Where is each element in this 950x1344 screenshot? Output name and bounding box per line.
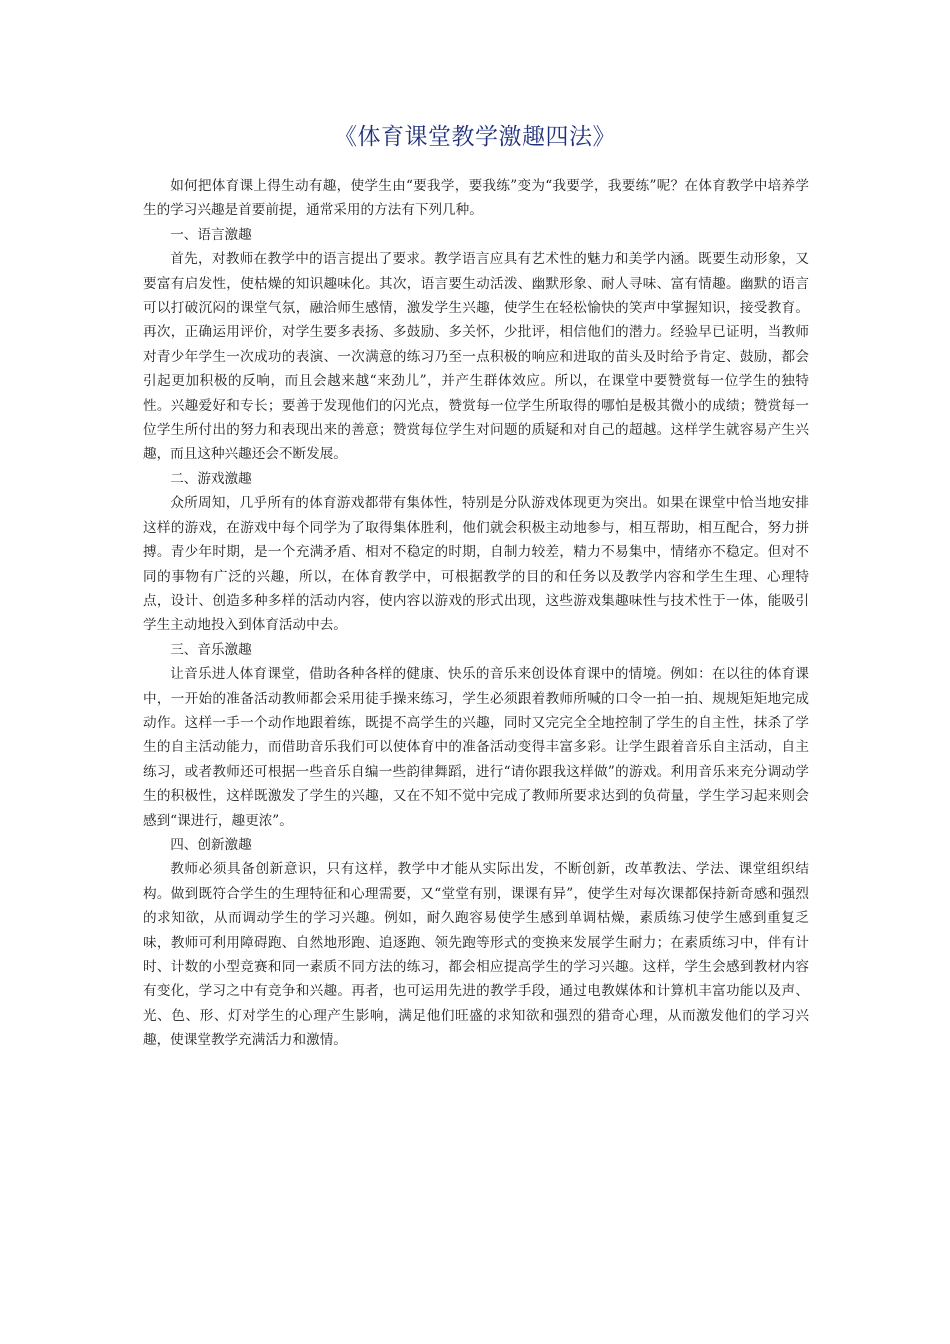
section-body-innovation: 教师必须具备创新意识，只有这样，教学中才能从实际出发，不断创新，改革教法、学法、课堂组织结构。做到既符合学生的生理特征和心理需要，又“堂堂有别，课课有异”，使学生对每次课都保持新奇感和强烈的求知欲，从而调动学生的学习兴趣。例如，耐久跑容易使学生感到单调枯燥，素质练习使学生感到重复乏味，教师可利用障碍跑、自然地形跑、追逐跑、领先跑等形式的变换来发展学生耐力；在素质练习中，伴有计时、计数的小型竞赛和同一素质不同方法的练习，都会相应提高学生的学习兴趣。这样，学生会感到教材内容有变化，学习之中有竞争和兴趣。再者，也可运用先进的教学手段，通过电教媒体和计算机丰富功能以及声、光、色、形、灯对学生的心理产生影响，满足他们旺盛的求知欲和强烈的猎奇心理，从而激发他们的学习兴趣，使课堂教学充满活力和激情。 bbox=[143, 861, 809, 1049]
section-heading-game: 二、游戏激趣 bbox=[170, 470, 252, 487]
section-body-language: 首先，对教师在教学中的语言提出了要求。教学语言应具有艺术性的魅力和美学内涵。既要生动形象，又要富有启发性，使枯燥的知识趣味化。其次，语言要生动活泼、幽默形象、耐人寻味、富有情趣。幽默的语言可以打破沉闷的课堂气氛，融洽师生感情，激发学生兴趣，使学生在轻松愉快的笑声中掌握知识，接受教育。再次，正确运用评价，对学生要多表扬、多鼓励、多关怀，少批评，相信他们的潜力。经验早已证明，当教师对青少年学生一次成功的表演、一次满意的练习乃至一点积极的响应和进取的苗头及时给予肯定、鼓励，都会引起更加积极的反响，而且会越来越“来劲儿”，并产生群体效应。所以，在课堂中要赞赏每一位学生的独特性。兴趣爱好和专长；要善于发现他们的闪光点，赞赏每一位学生所取得的哪怕是极其微小的成绩；赞赏每一位学生所付出的努力和表现出来的善意；赞赏每位学生对问题的质疑和对自己的超越。这样学生就容易产生兴趣，而且这种兴趣还会不断发展。 bbox=[143, 251, 809, 463]
section-body-music: 让音乐进人体育课堂，借助各种各样的健康、快乐的音乐来创设体育课中的情境。例如：在以往的体育课中，一开始的准备活动教师都会采用徒手操来练习，学生必须跟着教师所喊的口令一拍一拍、规规矩矩地完成动作。这样一手一个动作地跟着练，既提不高学生的兴趣，同时又完完全全地控制了学生的自主性，抹杀了学生的自主活动能力，而借助音乐我们可以使体育中的准备活动变得丰富多彩。让学生跟着音乐自主活动，自主练习，或者教师还可根据一些音乐自编一些韵律舞蹈，进行“请你跟我这样做”的游戏。利用音乐来充分调动学生的积极性，这样既激发了学生的兴趣，又在不知不觉中完成了教师所要求达到的负荷量，学生学习起来则会感到“课进行，趣更浓”。 bbox=[143, 666, 809, 829]
intro-paragraph: 如何把体育课上得生动有趣，使学生由“要我学，要我练”变为“我要学，我要练”呢？在体育教学中培养学生的学习兴趣是首要前提，通常采用的方法有下列几种。 bbox=[143, 178, 809, 219]
section-heading-language: 一、语言激趣 bbox=[170, 226, 252, 243]
document-title: 《体育课堂教学激趣四法》 bbox=[334, 124, 616, 150]
document-body bbox=[143, 174, 809, 1053]
section-heading-music: 三、音乐激趣 bbox=[170, 641, 252, 658]
section-body-game: 众所周知，几乎所有的体育游戏都带有集体性，特别是分队游戏体现更为突出。如果在课堂中恰当地安排这样的游戏，在游戏中每个同学为了取得集体胜利，他们就会积极主动地参与，相互帮助，相互配合，努力拼搏。青少年时期，是一个充满矛盾、相对不稳定的时期，自制力较差，精力不易集中，情绪亦不稳定。但对不同的事物有广泛的兴趣，所以，在体育教学中，可根据教学的目的和任务以及教学内容和学生生理、心理特点，设计、创造多种多样的活动内容，使内容以游戏的形式出现，这些游戏集趣味性与技术性于一体，能吸引学生主动地投入到体育活动中去。 bbox=[143, 495, 809, 634]
section-heading-innovation: 四、创新激趣 bbox=[170, 836, 252, 853]
